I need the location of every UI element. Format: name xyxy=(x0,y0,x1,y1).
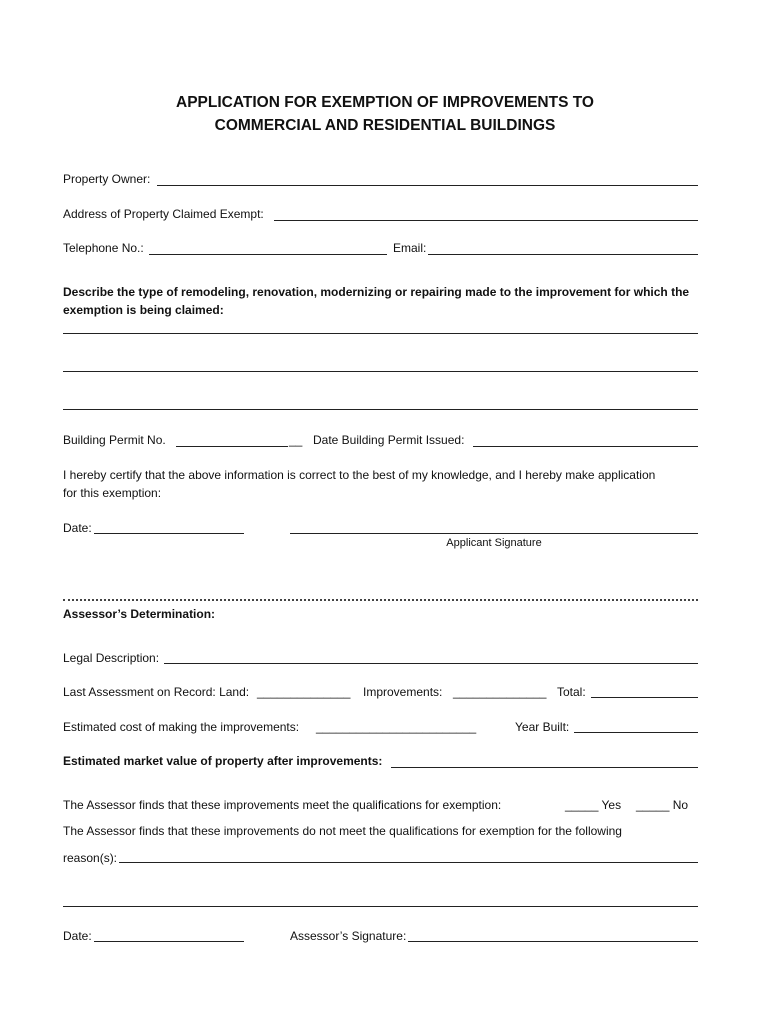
permit-underscore: __ xyxy=(289,433,303,447)
applicant-signature-label: Applicant Signature xyxy=(446,537,542,549)
section-divider xyxy=(63,599,698,601)
description-line-3[interactable] xyxy=(63,409,698,410)
telephone-label: Telephone No.: xyxy=(63,241,144,255)
form-title-line-1: APPLICATION FOR EXEMPTION OF IMPROVEMENTS TO xyxy=(176,94,594,111)
last-assessment-land-label: Last Assessment on Record: Land: xyxy=(63,685,250,699)
describe-instruction-line-2: exemption is being claimed: xyxy=(63,303,224,317)
property-owner-label: Property Owner: xyxy=(63,172,151,186)
assessor-determination-heading: Assessor’s Determination: xyxy=(63,607,216,621)
legal-description-field[interactable] xyxy=(164,663,698,664)
email-field[interactable] xyxy=(428,254,698,255)
building-permit-label: Building Permit No. xyxy=(63,433,166,447)
building-permit-field[interactable] xyxy=(176,446,288,447)
telephone-field[interactable] xyxy=(149,254,387,255)
date-permit-issued-field[interactable] xyxy=(473,446,698,447)
applicant-date-field[interactable] xyxy=(94,533,244,534)
reasons-field-line-2[interactable] xyxy=(63,906,698,907)
applicant-date-label: Date: xyxy=(63,521,92,535)
year-built-label: Year Built: xyxy=(515,720,570,734)
yes-option[interactable]: _____ Yes xyxy=(565,798,622,812)
no-option[interactable]: _____ No xyxy=(636,798,689,812)
finds-not-meet-text: The Assessor finds that these improvements do not meet the qualifications for exemption for the following xyxy=(63,824,622,838)
certification-line-1: I hereby certify that the above information is correct to the best of my knowledge, and I hereby make application xyxy=(63,468,656,482)
total-value-field[interactable] xyxy=(591,697,698,698)
address-label: Address of Property Claimed Exempt: xyxy=(63,207,264,221)
assessor-signature-field[interactable] xyxy=(408,941,698,942)
reasons-field-line-1[interactable] xyxy=(119,862,698,863)
certification-line-2: for this exemption: xyxy=(63,486,162,500)
improvements-value-field[interactable]: ______________ xyxy=(453,685,547,699)
year-built-field[interactable] xyxy=(574,732,698,733)
applicant-signature-field[interactable] xyxy=(290,533,698,534)
description-line-1[interactable] xyxy=(63,333,698,334)
date-permit-issued-label: Date Building Permit Issued: xyxy=(313,433,465,447)
land-value-field[interactable]: ______________ xyxy=(257,685,351,699)
form-title-line-2: COMMERCIAL AND RESIDENTIAL BUILDINGS xyxy=(214,117,556,134)
property-owner-field[interactable] xyxy=(157,185,698,186)
reasons-label: reason(s): xyxy=(63,851,118,865)
finds-meet-text: The Assessor finds that these improvements meet the qualifications for exemption: xyxy=(63,798,502,812)
address-field[interactable] xyxy=(274,220,698,221)
market-value-field[interactable] xyxy=(391,767,698,768)
improvements-label: Improvements: xyxy=(363,685,443,699)
email-label: Email: xyxy=(393,241,427,255)
describe-instruction-line-1: Describe the type of remodeling, renovation, modernizing or repairing made to the improvement for which the xyxy=(63,285,690,299)
description-line-2[interactable] xyxy=(63,371,698,372)
assessor-date-field[interactable] xyxy=(94,941,244,942)
estimated-cost-label: Estimated cost of making the improvements: xyxy=(63,720,300,734)
market-value-label: Estimated market value of property after improvements: xyxy=(63,754,383,768)
estimated-cost-field[interactable]: ________________________ xyxy=(316,720,477,734)
assessor-signature-label: Assessor’s Signature: xyxy=(290,929,407,943)
total-label: Total: xyxy=(557,685,586,699)
legal-description-label: Legal Description: xyxy=(63,651,160,665)
assessor-date-label: Date: xyxy=(63,929,92,943)
